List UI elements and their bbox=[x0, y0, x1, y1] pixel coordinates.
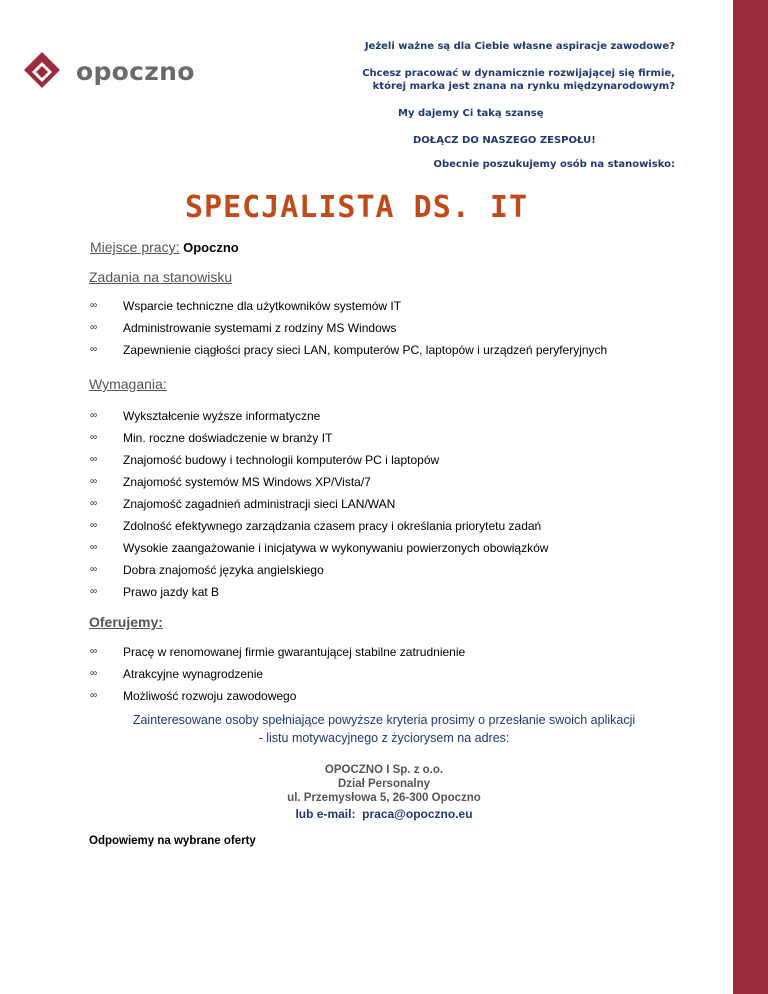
list-item: ∞ Atrakcyjne wynagrodzenie bbox=[90, 663, 465, 685]
bullet-icon: ∞ bbox=[90, 520, 98, 531]
bullet-icon: ∞ bbox=[90, 322, 98, 333]
list-item: ∞ Możliwość rozwoju zawodowego bbox=[90, 685, 465, 707]
bullet-icon: ∞ bbox=[90, 476, 98, 487]
list-item: ∞ Min. roczne doświadczenie w branży IT bbox=[90, 427, 548, 449]
tasks-heading: Zadania na stanowisku bbox=[89, 269, 233, 285]
right-sidebar-band bbox=[733, 0, 768, 994]
department: Dział Personalny bbox=[337, 778, 431, 790]
logo-wordmark: opoczno bbox=[76, 56, 195, 86]
tasks-list bbox=[90, 295, 607, 361]
list-item: ∞ Zdolność efektywnego zarządzania czasem pracy i określania priorytetu zadań bbox=[90, 515, 548, 537]
offer-heading: Oferujemy: bbox=[89, 614, 163, 630]
header-join: DOŁĄCZ DO NASZEGO ZESPOŁU! bbox=[413, 135, 596, 146]
address: ul. Przemysłowa 5, 26-300 Opoczno bbox=[287, 792, 481, 804]
requirements-list bbox=[90, 405, 548, 603]
contact-info-line-1: Zainteresowane osoby spełniające powyższe kryteria prosimy o przesłanie swoich aplikacji bbox=[132, 713, 636, 727]
header-chance: My dajemy Ci taką szansę bbox=[398, 108, 544, 119]
diamond-logo-icon bbox=[24, 50, 72, 92]
bullet-icon: ∞ bbox=[90, 344, 98, 355]
list-item: ∞ Wsparcie techniczne dla użytkowników systemów IT bbox=[90, 295, 607, 317]
requirements-heading: Wymagania: bbox=[89, 376, 167, 392]
header-seeking: Obecnie poszukujemy osób na stanowisko: bbox=[433, 159, 675, 170]
header-question-2a: Chcesz pracować w dynamicznie rozwijającej się firmie, bbox=[362, 68, 675, 79]
list-item: ∞ Znajomość zagadnień administracji sieci LAN/WAN bbox=[90, 493, 548, 515]
bullet-icon: ∞ bbox=[90, 542, 98, 553]
list-item: ∞ Wysokie zaangażowanie i inicjatywa w wykonywaniu powierzonych obowiązków bbox=[90, 537, 548, 559]
opoczno-logo bbox=[24, 50, 204, 92]
list-item: ∞ Znajomość systemów MS Windows XP/Vista/7 bbox=[90, 471, 548, 493]
bullet-icon: ∞ bbox=[90, 586, 98, 597]
header-question-1: Jeżeli ważne są dla Ciebie własne aspiracje zawodowe? bbox=[364, 41, 675, 52]
email-label: lub e-mail: bbox=[295, 807, 356, 821]
list-item: ∞ Administrowanie systemami z rodziny MS Windows bbox=[90, 317, 607, 339]
header-question-2b: której marka jest znana na rynku międzynarodowym? bbox=[372, 81, 675, 92]
job-title: SPECJALISTA DS. IT bbox=[184, 190, 529, 225]
list-item: ∞ Prawo jazdy kat B bbox=[90, 581, 548, 603]
list-item: ∞ Wykształcenie wyższe informatyczne bbox=[90, 405, 548, 427]
bullet-icon: ∞ bbox=[90, 432, 98, 443]
contact-info-line-2: - listu motywacyjnego z życiorysem na adres: bbox=[258, 731, 510, 745]
location-value: Opoczno bbox=[183, 240, 239, 255]
list-item: ∞ Dobra znajomość języka angielskiego bbox=[90, 559, 548, 581]
email-line bbox=[0, 807, 768, 821]
footer-note: Odpowiemy na wybrane oferty bbox=[89, 835, 256, 847]
list-item: ∞ Pracę w renomowanej firmie gwarantującej stabilne zatrudnienie bbox=[90, 641, 465, 663]
company-name: OPOCZNO I Sp. z o.o. bbox=[324, 764, 444, 776]
bullet-icon: ∞ bbox=[90, 690, 98, 701]
offer-list bbox=[90, 641, 465, 707]
bullet-icon: ∞ bbox=[90, 498, 98, 509]
bullet-icon: ∞ bbox=[90, 300, 98, 311]
email-link[interactable]: praca@opoczno.eu bbox=[362, 807, 473, 821]
bullet-icon: ∞ bbox=[90, 564, 98, 575]
bullet-icon: ∞ bbox=[90, 454, 98, 465]
list-item: ∞ Znajomość budowy i technologii komputerów PC i laptopów bbox=[90, 449, 548, 471]
location-label: Miejsce pracy: bbox=[90, 239, 180, 255]
bullet-icon: ∞ bbox=[90, 410, 98, 421]
bullet-icon: ∞ bbox=[90, 646, 98, 657]
bullet-icon: ∞ bbox=[90, 668, 98, 679]
list-item: ∞ Zapewnienie ciągłości pracy sieci LAN, komputerów PC, laptopów i urządzeń peryferyjnych bbox=[90, 339, 607, 361]
job-location bbox=[90, 239, 239, 255]
